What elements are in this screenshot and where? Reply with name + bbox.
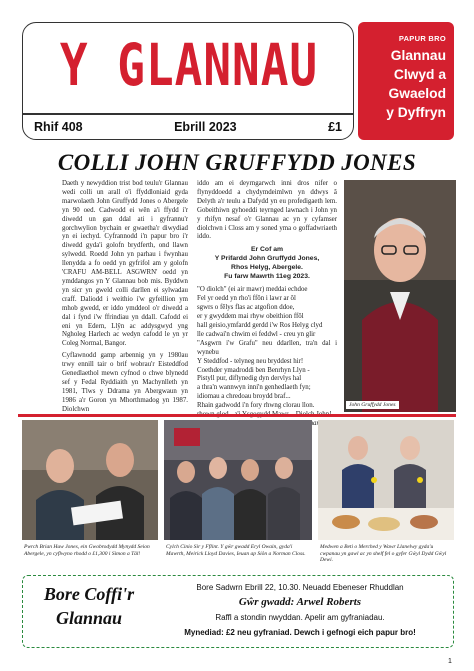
article-paragraph: iddo am ei deyrngarwch inni dros nifer o flynyddoedd a chydymdeimlwn yn ddwys â Delyth a'r teulu a Dafydd yn eu profedigaeth lem. Gobeithiwn gyhoeddi teyrnged lawnach i John yn y rhifyn nesaf o'r Glannau ac yn y cyfamser diolchwn i Closs am y soned yma o goffadwriaeth iddo. — [197, 180, 337, 241]
tribute-line: Er Cof am — [250, 246, 284, 254]
event-details — [150, 580, 450, 640]
issue-date: Ebrill 2023 — [174, 120, 237, 134]
article-column-2 — [197, 180, 337, 429]
article-paragraph: Cyflawnodd gamp arbennig yn y 1980au trwy ennill tair o brif wobrau'r Eisteddfod Genedlaethol mewn cyfnod o chwe blynedd sef y Fedal Ryddiaith yn Machynlleth yn 1981, Tlws y Ddrama yn Abergwaun yn 1986 a'r Goron yn Mhorthmadog yn 1987. Diolchwn — [62, 352, 188, 413]
poem — [197, 286, 337, 420]
tribute-line: Rhos Helyg, Abergele. — [231, 264, 303, 272]
article-headline: COLLI JOHN GRUFFYDD JONES — [57, 150, 417, 175]
region-line: Glannau — [390, 48, 446, 63]
event-date-venue: Bore Sadwrn Ebrill 22, 10.30. Neuadd Ebeneser Rhuddlan — [196, 583, 404, 592]
region-label: PAPUR BRO — [398, 34, 446, 43]
region-line: Clwyd a — [393, 67, 446, 82]
poem-line: er y gwyddem mai rhyw obeithion ffôl — [197, 313, 304, 321]
tribute-heading — [197, 245, 337, 281]
article-column-1 — [62, 180, 188, 418]
page-number: 1 — [448, 658, 452, 665]
region-line: y Dyffryn — [386, 105, 446, 120]
poem-line: "Asgwrn i'w Grafu" neu ddarllen, tra'n dal i wynebu — [197, 339, 337, 356]
photo-dinner-club — [164, 420, 312, 540]
issue-number: Rhif 408 — [34, 120, 83, 134]
poem-line: hall geisio,ymfardd gerdd i'w Ros Helyg clyd — [197, 321, 323, 329]
poem-line: a thra'n wannwyn inni'n genhedlaeth fyn; — [197, 384, 311, 392]
poem-line: lle cadwai'n chwim ei feddwl - creu yn glir — [197, 330, 316, 338]
paper-title: Y GLANNAU — [59, 31, 319, 99]
poem-line: "O diolch" (ei air mawr) meddai echdoe — [197, 286, 308, 294]
event-admission: Mynediad: £2 neu gyfraniad. Dewch i gefnogi eich papur bro! — [184, 628, 416, 637]
event-title: Bore Coffi'r Glannau — [43, 584, 135, 628]
photo-dinner-caption: Cylch Cinio Sir y Fflint. Y gŵr gwadd Eryl Owain, gyda'i Mawrth, Meirick Lloyd Davies, Ieuan ap Siôn a Norman Closs. — [166, 544, 306, 557]
photo-merched-caption: Medwen a Beti o Merched y Wawr Llanelwy gyda'u cwpanau yn gawl ac yn shelf fel o gyfer Gŵyl Dydd Gŵyl Dewi. — [320, 544, 447, 564]
section-divider — [18, 414, 456, 417]
region-line: Gwaelod — [388, 86, 446, 101]
poem-line: idiomau a chredoau broydd braf... — [197, 393, 291, 401]
poem-line: Pistyll pur, diflynedig dyn dervlys hal — [197, 375, 302, 383]
issue-info-row — [34, 116, 342, 138]
poem-line: Y Steddfod - telyneg neu bryddest hir! — [197, 357, 304, 365]
masthead-divider — [22, 113, 354, 115]
article-paragraph: Daeth y newyddion trist bod teulu'r Glannau wedi colli un arall o'i ffyddloniaid gyda marwolaeth John Gruffydd Jones o Abergele yn 90 oed. Cadwodd ei wên a'i ffydd i'r diwedd un gan ddal ati i gyfrannu'r gorchwylion bychain er gwaetha'r diwydiad yn ei iechyd. Cyfrannodd i'n papur bro i'r diwedd gyda'i golofn brydferth, ond llawn sylwedd. Roedd John yn parhau i fwynhau llenydda a fo oedd yn gyfrifol am y golofn 'CRAFU AM-BELL ASGWRN' oedd yn ymddangos yn Y Glannau bob mis. Byddwn yn sicr yn gweld colli darllen ei sylwadau craff. Daliodd i weithio i'w gyfeillion ym mhob gwedd, er iddo ymddeol o'r diwedd a dal i fynd i'w ffrindiau yn ddall. Cafodd ei eni yn Edern, Llŷn ac addysgwyd yng Ngholeg Harlech ac wedyn cafodd le yn yr Coleg Normal, Bangor. — [62, 180, 188, 348]
photo-merched-y-wawr — [318, 420, 454, 540]
portrait-caption: John Gruffydd Jones — [346, 401, 399, 409]
event-guest: Gŵr gwadd: Arwel Roberts — [238, 596, 362, 608]
portrait-photo — [344, 180, 456, 412]
photo-cheque-presentation — [22, 420, 158, 540]
dinner-club-illustration — [164, 420, 312, 540]
poem-line: Coethder ymadroddi ben Benrhyn Llyn - — [197, 366, 310, 374]
tribute-line: Y Prifardd John Gruffydd Jones, — [214, 255, 320, 263]
portrait-illustration — [344, 180, 456, 412]
photo-cheque-caption: Pwrch Brian Huw Jones, ein Gwobrodydd Mynydd Seion Abergele, yn cyflwyno rhodd o £1,300 i Simon a Tâl! — [24, 544, 150, 557]
poem-line: sgwrs o fêlys flas ac atgofion ddoe, — [197, 304, 295, 312]
merched-illustration — [318, 420, 454, 540]
region-lines — [362, 46, 446, 122]
tribute-line: Fu farw Mawrth 11eg 2023. — [224, 273, 310, 281]
poem-line: Fel yr oedd yn rho'i ffôn i lawr ar ôl — [197, 295, 296, 303]
event-raffle: Raffl a stondin nwyddan. Apelir am gyfraniadau. — [215, 613, 385, 622]
cheque-illustration — [22, 420, 158, 540]
region-box — [358, 22, 454, 140]
poem-line: Rhain gadwodd i'n fory rhwng clorau llon. — [197, 402, 315, 410]
issue-price: £1 — [328, 120, 342, 134]
